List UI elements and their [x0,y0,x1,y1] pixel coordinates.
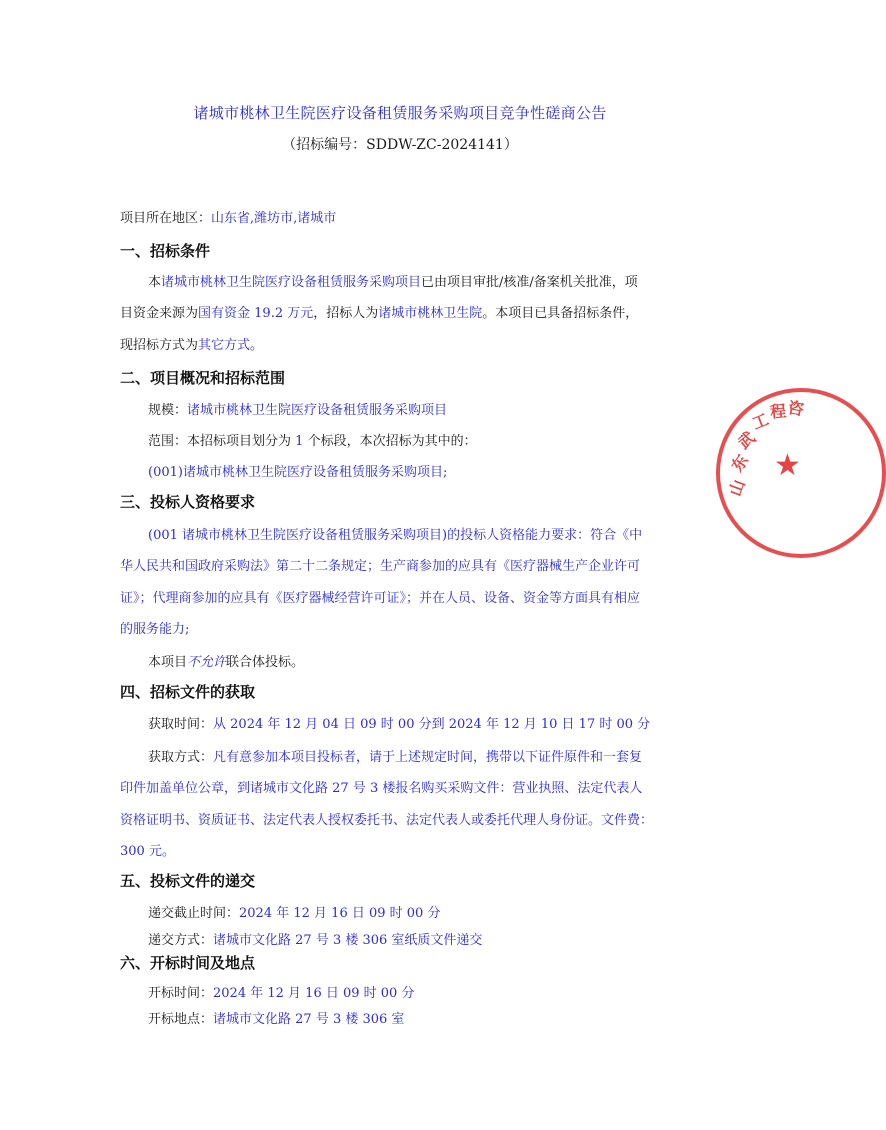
s3-line-3: 证》；代理商参加的应具有《医疗器械经营许可证》；并在人员、设备、资金等方面具有相应 [120,591,641,606]
section-3-heading: 三、投标人资格要求 [120,493,256,511]
region-label: 项目所在地区： [120,211,212,226]
bid-number: （招标编号：SDDW-ZC-2024141） [282,137,518,153]
opening-place-label: 开标地点： [148,1012,214,1027]
s4-time [148,713,650,732]
text: ，招标人为 [313,306,379,321]
fund-source: 国有资金 19.2 万元 [198,306,314,321]
consortium-status: 不允许 [187,655,227,670]
s3-line-4: 的服务能力; [120,622,190,637]
seal-char: 咨 [786,397,806,420]
document-title: 诸城市桃林卫生院医疗设备租赁服务采购项目竞争性磋商公告 [193,104,607,122]
seal-char: 东 [727,451,753,476]
section-1-heading: 一、招标条件 [120,242,211,260]
s5-method [148,929,482,948]
section-6-heading: 六、开标时间及地点 [120,954,256,972]
section-2-heading: 二、项目概况和招标范围 [120,369,286,387]
text: 。 [250,338,264,353]
text: 本 [148,275,162,290]
section-5-heading: 五、投标文件的递交 [120,872,256,890]
seal-char: 程 [769,401,787,422]
submit-method-value: 诸城市文化路 27 号 3 楼 306 室纸质文件递交 [213,933,483,948]
project-region [120,207,336,226]
text: 现招标方式为 [120,338,199,353]
s1-line-3 [120,334,263,353]
opening-time-value: 2024 年 12 月 16 日 09 时 00 分 [213,986,415,1001]
method-label: 获取方式： [148,750,214,765]
project-name: 诸城市桃林卫生院医疗设备租赁服务采购项目 [161,275,422,290]
text: 本项目 [148,655,188,670]
s5-deadline [148,902,440,921]
submit-method-label: 递交方式： [148,933,214,948]
s4-method-2: 印件加盖单位公章，到诸城市文化路 27 号 3 楼报名购买采购文件：营业执照、法定代表人 [120,781,643,796]
tenderer-name: 诸城市桃林卫生院 [378,306,483,321]
scale-label: 规模： [148,403,188,418]
s6-time [148,982,414,1001]
method-text: 凡有意参加本项目投标者，请于上述规定时间，携带以下证件原件和一套复 [213,750,643,765]
s2-scale [148,399,447,418]
lot-count: 1 [291,434,308,449]
s4-method-1 [148,746,642,765]
seal-char: 武 [734,427,759,453]
s4-method-4: 300 元。 [120,844,175,859]
text: 目资金来源为 [120,306,199,321]
s3-line-2: 华人民共和国政府采购法》第二十二条规定；生产商参加的应具有《医疗器械生产企业许可 [120,559,641,574]
s3-consortium [148,651,304,670]
opening-place-value: 诸城市文化路 27 号 3 楼 306 室 [213,1012,405,1027]
seal-star-icon: ★ [774,448,801,483]
text: 已由项目审批/核准/备案机关批准，项 [421,275,638,290]
seal-char: 山 [725,477,749,499]
text: 联合体投标。 [226,655,305,670]
time-label: 获取时间： [148,717,214,732]
time-value: 从 2024 年 12 月 04 日 09 时 00 分到 2024 年 12 月 10 日 17 时 00 分 [213,717,651,732]
s4-method-3: 资格证明书、资质证书、法定代表人授权委托书、法定代表人或委托代理人身份证。文件费： [120,813,654,828]
s2-lot: (001)诸城市桃林卫生院医疗设备租赁服务采购项目; [148,465,448,480]
opening-time-label: 开标时间： [148,986,214,1001]
text: 范围：本招标项目划分为 [148,434,292,449]
s2-range [148,430,477,449]
s6-place [148,1008,404,1027]
s1-line-2 [120,302,638,321]
seal-char: 工 [749,409,772,434]
text: 个标段，本次招标为其中的： [307,434,477,449]
section-4-heading: 四、招标文件的获取 [120,683,256,701]
deadline-label: 递交截止时间： [148,906,240,921]
deadline-value: 2024 年 12 月 16 日 09 时 00 分 [239,906,441,921]
tender-method: 其它方式 [198,338,251,353]
text: 。本项目已具备招标条件， [482,306,639,321]
scale-value: 诸城市桃林卫生院医疗设备租赁服务采购项目 [187,403,448,418]
s3-line-1: (001 诸城市桃林卫生院医疗设备租赁服务采购项目)的投标人资格能力要求：符合《中 [148,528,643,543]
s1-line-1 [148,271,638,290]
region-value: 山东省,潍坊市,诸城市 [211,211,337,226]
